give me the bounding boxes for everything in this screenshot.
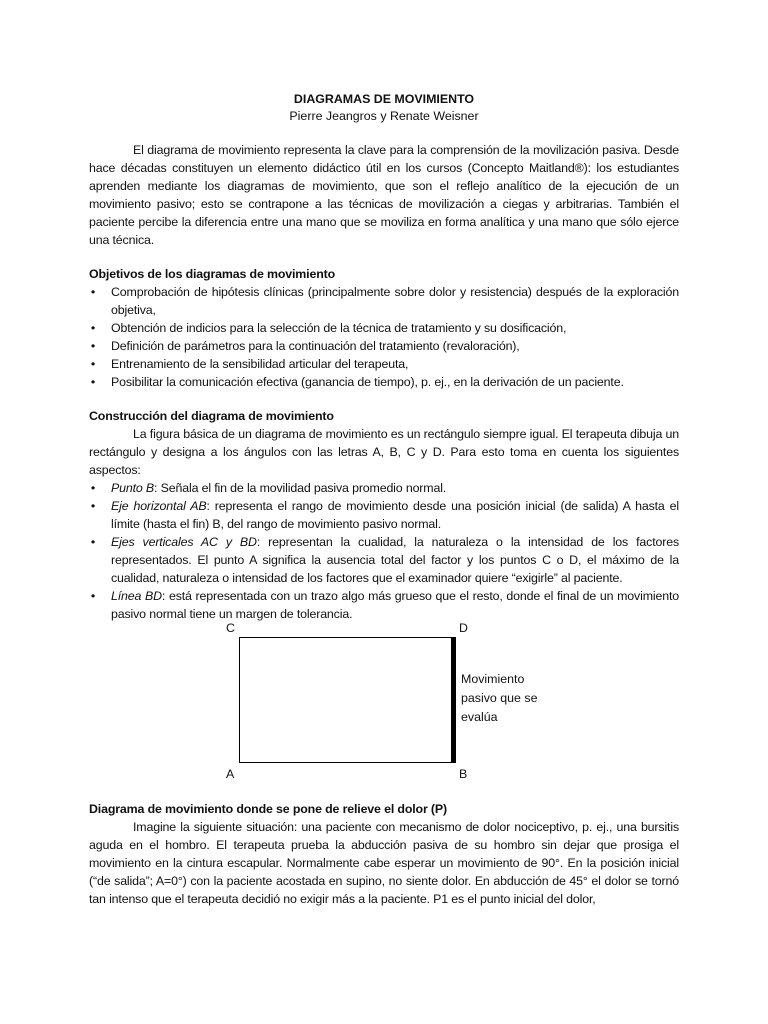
bullet-icon: • xyxy=(90,357,96,371)
list-item-text: Obtención de indicios para la selección de la técnica de tratamiento y su dosificación, xyxy=(111,321,567,335)
pain-section xyxy=(89,800,679,908)
list-item xyxy=(89,497,679,533)
corner-label-c: C xyxy=(226,621,235,635)
list-item-text: Comprobación de hipótesis clínicas (principalmente sobre dolor y resistencia) después de la exploración objetiva, xyxy=(111,285,679,317)
construction-paragraph: La figura básica de un diagrama de movimiento es un rectángulo siempre igual. El terapeuta dibuja un rectángulo y designa a los ángulos con las letras A, B, C y D. Para esto toma en cuenta los siguientes aspectos: xyxy=(89,427,679,477)
corner-label-d: D xyxy=(459,621,468,635)
intro-paragraph: El diagrama de movimiento representa la clave para la comprensión de la movilización pasiva. Desde hace décadas constituyen un elemento didáctico útil en los cursos (Concepto Maitland®): los estudiantes aprenden mediante los diagramas de movimiento, que son el reflejo analítico de la ejecución de un movimiento pasivo; esto se contrapone a las técnicas de movilización a ciegas y arbitrarias. También el paciente percibe la diferencia entre una mano que se moviliza en forma analítica y una mano que sólo ejerce una técnica. xyxy=(89,143,679,247)
objectives-list xyxy=(89,283,679,391)
diagram-rectangle xyxy=(239,637,453,763)
pain-paragraph: Imagine la siguiente situación: una paciente con mecanismo de dolor nociceptivo, p. ej., una bursitis aguda en el hombro. El terapeuta prueba la abducción pasiva de su hombro sin dejar que prosiga el movimiento en la cintura escapular. Normalmente cabe esperar un movimiento de 90°. En la posición inicial (“de salida”; A=0°) con la paciente acostada en supino, no siente dolor. En abducción de 45° el dolor se tornó tan intenso que el terapeuta decidió no exigir más a la paciente. P1 es el punto inicial del dolor, xyxy=(89,820,679,906)
bullet-icon: • xyxy=(90,535,96,549)
list-item-term: Ejes verticales AC y BD xyxy=(111,535,257,549)
intro-section xyxy=(89,141,679,249)
list-item-text: Definición de parámetros para la continuación del tratamiento (revaloración), xyxy=(111,339,520,353)
bullet-icon: • xyxy=(90,321,96,335)
list-item xyxy=(89,355,679,373)
corner-label-b: B xyxy=(459,767,468,781)
list-item-text: Entrenamiento de la sensibilidad articular del terapeuta, xyxy=(111,357,409,371)
list-item-text: : representa el rango de movimiento desde una posición inicial (de salida) A hasta el límite (hasta el fin) B, del rango de movimiento pasivo normal. xyxy=(111,499,680,531)
list-item xyxy=(89,319,679,337)
list-item xyxy=(89,533,679,587)
objectives-heading: Objetivos de los diagramas de movimiento xyxy=(89,267,336,281)
list-item xyxy=(89,587,679,623)
list-item xyxy=(89,337,679,355)
pain-heading: Diagrama de movimiento donde se pone de relieve el dolor (P) xyxy=(89,802,447,816)
list-item-term: Punto B xyxy=(111,481,155,495)
bullet-icon: • xyxy=(90,499,96,513)
list-item-text: Posibilitar la comunicación efectiva (ganancia de tiempo), p. ej., en la derivación de un paciente. xyxy=(111,375,624,389)
construction-heading: Construcción del diagrama de movimiento xyxy=(89,409,334,423)
line-bd xyxy=(451,637,456,763)
list-item xyxy=(89,283,679,319)
list-item xyxy=(89,373,679,391)
objectives-section xyxy=(89,265,679,391)
list-item-term: Eje horizontal AB xyxy=(111,499,207,513)
bullet-icon: • xyxy=(90,339,96,353)
document-authors: Pierre Jeangros y Renate Weisner xyxy=(289,109,479,123)
bullet-icon: • xyxy=(90,375,96,389)
bullet-icon: • xyxy=(90,285,96,299)
construction-list xyxy=(89,479,679,623)
diagram-side-label: Movimiento pasivo que se evalúa xyxy=(461,672,538,724)
corner-label-a: A xyxy=(226,767,235,781)
list-item-text: : está representada con un trazo algo más grueso que el resto, donde el final de un movimiento pasivo normal tiene un margen de tolerancia. xyxy=(111,589,679,621)
list-item-term: Línea BD xyxy=(111,589,162,603)
list-item-text: : representan la cualidad, la naturaleza o la intensidad de los factores representados. El punto A significa la ausencia total del factor y los puntos C o D, el máximo de la cualidad, naturaleza o intensidad de los factores que el examinador quiere “exigirle” al paciente. xyxy=(111,535,679,585)
document-title: DIAGRAMAS DE MOVIMIENTO xyxy=(293,92,475,106)
list-item xyxy=(89,479,679,497)
bullet-icon: • xyxy=(90,589,96,603)
construction-section xyxy=(89,407,679,623)
list-item-text: : Señala el fin de la movilidad pasiva promedio normal. xyxy=(154,481,447,495)
bullet-icon: • xyxy=(90,481,96,495)
